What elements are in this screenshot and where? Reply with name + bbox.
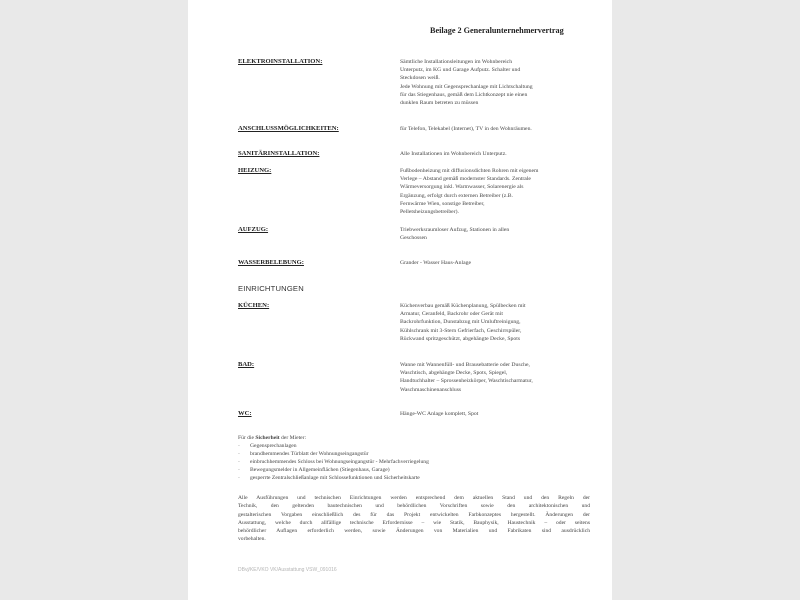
desc-line: Rückwand spritzgeschützt, abgehängte Decke, Spots [400, 335, 521, 342]
desc-line: Hänge-WC Anlage komplett, Spot [400, 411, 479, 417]
desc-line: Alle Installationen im Wohnbereich Unterputz. [400, 151, 507, 157]
desc-line: Fernwärme Wien, sonstige Betreiber, [400, 200, 485, 207]
desc-line: Handtuchhalter – Sprossenheizkörper, Waschtischarmatur, [400, 378, 533, 385]
safety-block [238, 434, 578, 482]
label-elektroinstallation: ELEKTROINSTALLATION: [238, 58, 323, 65]
desc-line: Unterputz, im KG und Garage Aufputz. Schalter und [400, 67, 521, 74]
desc-elektroinstallation [400, 58, 580, 107]
desc-line: Ergänzung, erfolgt durch externen Betreiber (z.B. [400, 192, 513, 199]
desc-line: Jede Wohnung mit Gegensprechanlage mit Lichtschaltung [400, 83, 533, 90]
list-item: - einbruchhemmendes Schloss bei Wohnungseingangstür - Mehrfachverriegelung [238, 459, 429, 465]
paragraph-line: Alle Ausführungen und technischen Einrichtungen werden entsprechend dem aktuellen Stand und den Regeln der [238, 495, 590, 501]
label-aufzug: AUFZUG: [238, 226, 269, 233]
section-title-einrichtungen: EINRICHTUNGEN [238, 284, 304, 293]
desc-line: Armatur, Ceranfeld, Backrohr oder Gerät mit [400, 311, 503, 318]
desc-sanitaerinstallation [400, 150, 580, 158]
bullet-dash-icon: - [238, 443, 240, 449]
document-page [188, 0, 612, 600]
safety-emphasis: Sicherheit [255, 435, 280, 441]
desc-anschlussmoeglichkeiten [400, 125, 580, 133]
desc-line: Geschossen [400, 235, 427, 242]
desc-line: Sämtliche Installationsleitungen im Wohnbereich [400, 59, 513, 65]
desc-line: Verlege – Abstand gemäß modernster Standards. Zentrale [400, 176, 531, 183]
safety-intro: Für die Sicherheit der Mieter: [238, 435, 307, 441]
desc-line: Fußbodenheizung mit diffusionsdichten Rohren mit eigenem [400, 168, 539, 174]
document-footer: DBvj/KE/VKO VK/Ausstattung VSW_091016 [238, 567, 337, 573]
desc-wasserbelebung [400, 259, 580, 267]
desc-kuechen [400, 302, 580, 343]
list-item: - Gegensprechanlagen [238, 443, 297, 449]
label-wc: WC: [238, 410, 252, 417]
desc-line: Küchenverbau gemäß Küchenplanung, Spülbecken mit [400, 303, 526, 309]
desc-line: Pelletsheizungsbetreiber). [400, 209, 459, 216]
desc-line: Kühlschrank mit 3-Stern Gefrierfach, Geschirrspüler, [400, 327, 522, 334]
desc-line: für das Stiegenhaus, gemäß dem Lichtkonzept nie einen [400, 91, 528, 98]
desc-line: Waschmaschinenanschluss [400, 386, 462, 393]
list-item: - gesperrte Zentralschließanlage mit Schlossefunktionen und Sicherheitskarte [238, 475, 420, 481]
paragraph-line: behördlicher Auflagen erforderlich werden, sowie Änderungen von Materialien und Fabrikaten sind ausdrücklich [238, 528, 590, 535]
desc-line: Backrohrfunktion, Dunstabzug mit Umluftreinigung, [400, 319, 521, 326]
list-item: - Bewegungsmelder in Allgemeinflächen (Stiegenhaus, Garage) [238, 467, 390, 473]
closing-paragraph [238, 494, 590, 544]
desc-line: Steckdosen weiß. [400, 75, 440, 82]
desc-aufzug [400, 226, 580, 242]
list-item: - brandhemmendes Türblatt der Wohnungseingangstür [238, 451, 369, 457]
desc-line: Wärmeversorgung inkl. Warmwasser, Solarenergie als [400, 184, 524, 191]
document-header: Beilage 2 Generalunternehmervertrag [430, 26, 564, 35]
label-wasserbelebung: WASSERBELEBUNG: [238, 259, 304, 266]
label-anschlussmoeglichkeiten: ANSCHLUSSMÖGLICHKEITEN: [238, 125, 339, 132]
safety-list [238, 442, 578, 482]
bullet-dash-icon: - [238, 467, 240, 473]
desc-line: dunklen Raum betreten zu müssen [400, 100, 479, 107]
label-heizung: HEIZUNG: [238, 167, 272, 174]
desc-heizung [400, 167, 580, 216]
bullet-dash-icon: - [238, 459, 240, 465]
desc-wc [400, 410, 580, 418]
paragraph-line: gestalterischen Vorgaben einschließlich des für das Projekt entwickelten Farbkonzeptes hergestellt. Änderungen der [238, 511, 590, 518]
desc-line: Waschtisch, abgehängte Decke, Spots, Spiegel, [400, 370, 508, 377]
desc-line: Wanne mit Wannenfüll- und Brausebatterie oder Dusche, [400, 362, 530, 368]
bullet-dash-icon: - [238, 451, 240, 457]
paragraph-line: Technik, den geltenden bautechnischen und behördlichen Vorschriften sowie den architektonischen und [238, 503, 590, 510]
paragraph-line: vorbehalten. [238, 536, 266, 543]
desc-line: Triebwerksraumloser Aufzug, Stationen in allen [400, 227, 510, 233]
desc-line: Grander - Wasser Haus-Anlage [400, 260, 471, 266]
desc-bad [400, 361, 580, 394]
paragraph-line: Ausstattung, welche durch allfällige technische Erfordernisse – wie Statik, Bauphysik, Haustechnik – oder seitens [238, 519, 590, 526]
desc-line: für Telefon, Telekabel (Internet), TV in den Wohnräumen. [400, 126, 532, 132]
label-bad: BAD: [238, 361, 255, 368]
label-sanitaerinstallation: SANITÄRINSTALLATION: [238, 150, 320, 157]
label-kuechen: KÜCHEN: [238, 302, 270, 309]
bullet-dash-icon: - [238, 475, 240, 481]
